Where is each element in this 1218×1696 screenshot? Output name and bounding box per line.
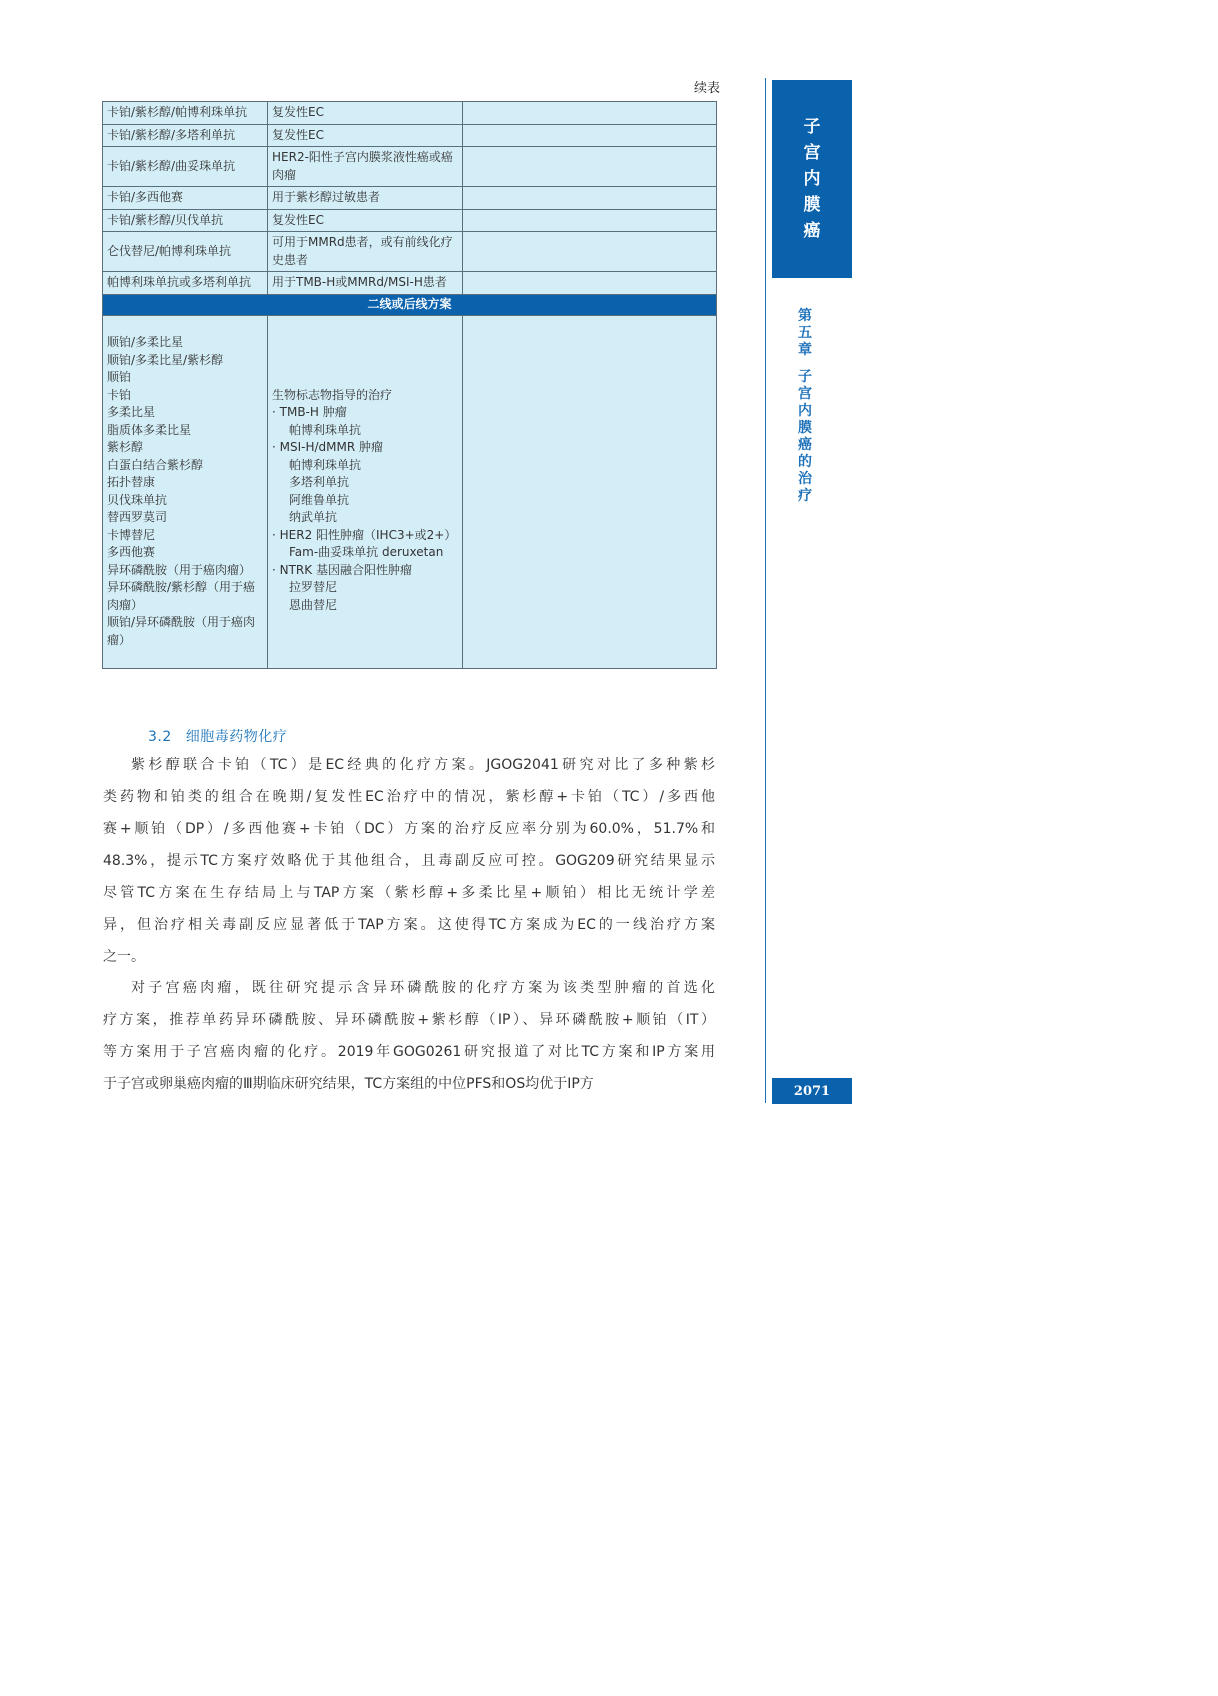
regimen-cell: 卡铂/紫杉醇/多塔利单抗 [103,124,268,147]
paragraph-2 [103,972,715,1100]
paragraph-1 [103,749,715,973]
paragraph-line: 48.3%，提示TC方案疗效略优于其他组合，且毒副反应可控。GOG209研究结果显示 [103,853,715,869]
sidebar-title-char: 内 [803,169,821,189]
section-title: 细胞毒药物化疗 [185,729,288,745]
paragraph-line: 异，但治疗相关毒副反应显著低于TAP方案。这使得TC方案成为EC的一线治疗方案 [103,917,715,933]
indication-cell: 用于TMB-H或MMRd/MSI-H患者 [268,272,463,295]
biomarker-group-label: · TMB-H 肿瘤 [272,405,347,419]
chapter-title-char: 癌 [798,437,812,453]
spacer [272,369,459,387]
regimen-item: 异环磷酰胺（用于癌肉瘤） [107,562,252,577]
chapter-title-char: 疗 [798,488,812,504]
chapter-title-char: 膜 [798,420,812,436]
biomarker-drug: 帕博利珠单抗 [289,422,362,437]
paragraph-line: 紫杉醇联合卡铂（TC）是EC经典的化疗方案。JGOG2041研究对比了多种紫杉 [131,757,715,773]
regimen-cell: 卡铂/多西他赛 [103,187,268,210]
regimen-item: 紫杉醇 [107,440,144,454]
section-row-title: 二线或后线方案 [103,294,717,315]
regimen-item: 卡铂 [107,387,132,402]
sidebar-title-char: 宫 [803,143,821,163]
regimen-item: 异环磷酰胺/紫杉醇（用于癌肉瘤） [107,580,256,612]
biomarker-drug: 阿维鲁单抗 [289,492,350,507]
notes-cell [463,232,717,272]
indication-cell: 复发性EC [268,102,463,125]
notes-cell [463,187,717,210]
chapter-char: 第 [798,308,812,324]
sidebar-title-box [772,80,852,278]
regimen-item: 多柔比星 [107,405,156,419]
biomarker-drug: 拉罗替尼 [289,580,338,594]
sidebar-title-char: 膜 [803,195,821,215]
table-row [103,232,717,272]
sidebar-title-char: 癌 [803,221,821,241]
biomarker-drug: 纳武单抗 [289,510,338,524]
regimen-table [102,101,717,669]
chapter-gap [793,359,817,369]
notes-cell [463,102,717,125]
table-row [103,124,717,147]
biomarker-group-label: · NTRK 基因融合阳性肿瘤 [272,562,412,577]
chapter-title-char: 的 [798,454,812,470]
paragraph-line: 疗方案，推荐单药异环磷酰胺、异环磷酰胺+紫杉醇（IP）、异环磷酰胺+顺铂（IT） [103,1012,715,1028]
table-row [103,209,717,232]
notes-cell [463,147,717,187]
notes-cell [463,124,717,147]
regimen-item: 顺铂 [107,370,132,384]
regimen-item: 多西他赛 [107,545,156,559]
regimen-item: 替西罗莫司 [107,510,168,524]
biomarker-heading: 生物标志物指导的治疗 [272,387,393,402]
biomarker-drug: Fam-曲妥珠单抗 deruxetan [289,545,444,559]
sidebar-rule [765,78,766,1103]
regimen-cell: 卡铂/紫杉醇/帕博利珠单抗 [103,102,268,125]
biomarker-drug: 恩曲替尼 [289,597,338,612]
chapter-char: 五 [798,325,812,341]
paragraph-line: 类药物和铂类的组合在晚期/复发性EC治疗中的情况，紫杉醇+卡铂（TC）/多西他 [103,789,715,805]
section-heading [148,726,287,746]
indication-cell: 用于紫杉醇过敏患者 [268,187,463,210]
biomarker-cell [268,315,463,668]
paragraph-line: 等方案用于子宫癌肉瘤的化疗。2019年GOG0261研究报道了对比TC方案和IP方案用 [103,1044,715,1060]
paragraph-line: 之一。 [103,949,145,965]
chapter-title-char: 宫 [798,386,812,402]
section-number: 3.2 [148,729,172,745]
regimen-cell: 帕博利珠单抗或多塔利单抗 [103,272,268,295]
table-row [103,187,717,210]
regimen-item: 白蛋白结合紫杉醇 [107,457,204,472]
regimen-item: 卡博替尼 [107,527,156,542]
sidebar-title-char: 子 [803,117,821,137]
regimen-item: 拓扑替康 [107,475,156,489]
indication-cell: 可用于MMRd患者，或有前线化疗史患者 [268,232,463,272]
table-row [103,272,717,295]
paragraph-line: 赛+顺铂（DP）/多西他赛+卡铂（DC）方案的治疗反应率分别为60.0%，51.7%和 [103,821,715,837]
biomarker-group-label: · MSI-H/dMMR 肿瘤 [272,440,384,454]
biomarker-group-label: · HER2 阳性肿瘤（IHC3+或2+） [272,527,457,542]
regimen-item: 顺铂/多柔比星/紫杉醇 [107,352,224,367]
regimen-cell: 卡铂/紫杉醇/贝伐单抗 [103,209,268,232]
regimen-item: 贝伐珠单抗 [107,492,168,507]
table-body [103,102,717,669]
notes-cell [463,209,717,232]
second-line-regimens-cell [103,315,268,668]
indication-cell: HER2-阳性子宫内膜浆液性癌或癌肉瘤 [268,147,463,187]
table-row [103,315,717,668]
notes-cell [463,315,717,668]
regimen-item: 脂质体多柔比星 [107,422,192,437]
section-row [103,294,717,315]
chapter-title-char: 内 [798,403,812,419]
regimen-cell: 仑伐替尼/帕博利珠单抗 [103,232,268,272]
paragraph-line: 尽管TC方案在生存结局上与TAP方案（紫杉醇+多柔比星+顺铂）相比无统计学差 [103,885,715,901]
table-row [103,147,717,187]
continued-label: 续表 [693,81,720,96]
biomarker-drug: 多塔利单抗 [289,475,350,489]
biomarker-drug: 帕博利珠单抗 [289,457,362,472]
notes-cell [463,272,717,295]
regimen-cell: 卡铂/紫杉醇/曲妥珠单抗 [103,147,268,187]
chapter-title-char: 治 [798,471,812,487]
indication-cell: 复发性EC [268,124,463,147]
sidebar-chapter-label [793,308,817,505]
page-number: 2071 [772,1078,852,1104]
chapter-char: 章 [798,342,812,358]
paragraph-line: 对子宫癌肉瘤，既往研究提示含异环磷酰胺的化疗方案为该类型肿瘤的首选化 [131,980,715,996]
chapter-title-char: 子 [798,369,812,385]
indication-cell: 复发性EC [268,209,463,232]
regimen-item: 顺铂/多柔比星 [107,335,184,349]
regimen-item: 顺铂/异环磷酰胺（用于癌肉瘤） [107,615,256,647]
paragraph-line: 于子宫或卵巢癌肉瘤的Ⅲ期临床研究结果，TC方案组的中位PFS和OS均优于IP方 [103,1076,594,1092]
table-row [103,102,717,125]
